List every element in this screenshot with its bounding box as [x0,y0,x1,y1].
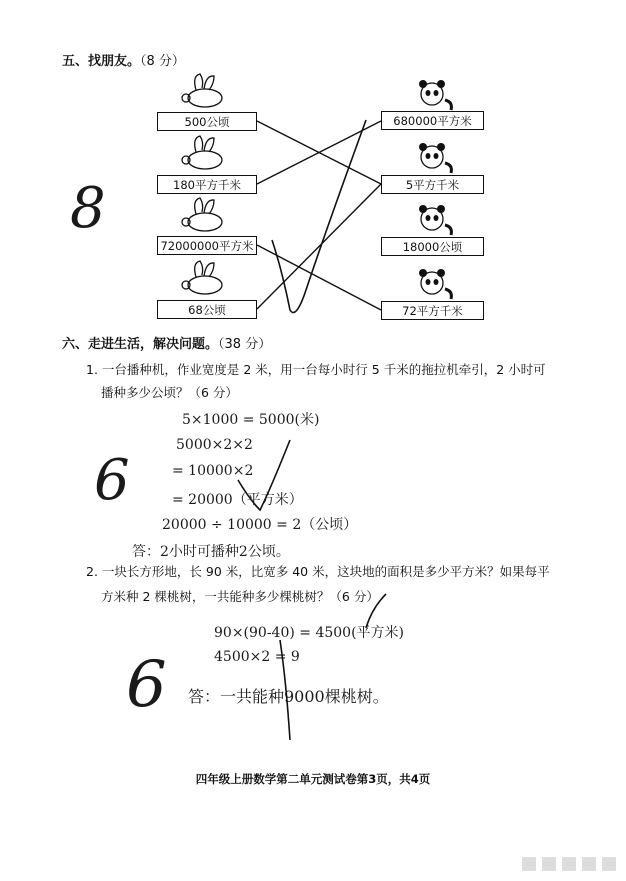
q2-line-1: 2. 一块长方形地，长 90 米，比宽多 40 米，这块地的面积是多少平方米？如果每平 [86,564,550,579]
thumbnail-square [562,857,576,871]
left-box-2-label: 180平方千米 [173,177,241,192]
thumbnail-square [582,857,596,871]
matching-lines [257,121,381,310]
q1-answer: 答：2小时可播种2公顷。 [132,544,290,560]
q1-work-line-2: 5000×2×2 [176,437,253,453]
section-6-score: （38 分） [218,337,272,352]
section-5-title-text: 五、找朋友。 [62,54,141,69]
section-6-title-text: 六、走进生活，解决问题。 [62,337,219,352]
thumbnail-square [542,857,556,871]
score-mark-q2-value: 6 [126,648,167,722]
right-box-1-label: 680000平方米 [393,113,472,128]
rabbit-icon [182,74,222,107]
q1-work-line-1: 5×1000 = 5000(米) [182,412,320,428]
q2-line-2: 方米种 2 棵桃树，一共能种多少棵桃树？（6 分） [101,589,379,604]
left-box-4-label: 68公顷 [188,302,226,317]
check-mark-q2 [366,594,386,628]
panda-icon [419,80,451,110]
right-box-2-label: 5平方千米 [405,177,460,192]
match-line-4 [257,184,381,309]
page-footer: 四年级上册数学第二单元测试卷第3页，共4页 [195,772,431,786]
thumbnail-square [602,857,616,871]
q2-work-line-2: 4500×2 = 9 [214,649,300,665]
check-mark-q1 [238,440,290,510]
thumbnail-square [522,857,536,871]
score-mark-section-5-value: 8 [70,176,106,241]
left-box-1-label: 500公顷 [184,114,230,129]
right-box-4-label: 72平方千米 [402,303,463,318]
q1-work-line-3: = 10000×2 [172,463,254,479]
left-box-3-label: 72000000平方米 [160,238,254,253]
panda-icon [419,143,451,173]
section-5-score: （8 分） [140,54,185,69]
right-box-3-label: 18000公顷 [402,239,463,254]
q2-answer: 答：一共能种9000棵桃树。 [188,687,389,706]
check-mark-section-5 [272,120,366,313]
q2-work-line-1: 90×(90-40) = 4500(平方米) [214,625,405,641]
page-thumbnail-strip [522,857,616,871]
rabbit-icon [182,261,222,294]
panda-icon [419,205,451,235]
match-line-3 [257,245,381,310]
rabbit-icon [182,136,222,169]
q1-work-line-5: 20000 ÷ 10000 = 2（公顷） [162,517,358,533]
q1-line-1: 1. 一台播种机，作业宽度是 2 米，用一台每小时行 5 千米的拖拉机牵引，2 小时可 [86,362,546,377]
panda-icon [419,269,451,299]
rabbit-icon [182,198,222,231]
q1-line-2: 播种多少公顷？（6 分） [101,385,238,400]
q1-work-line-4: = 20000（平方米） [172,492,303,508]
score-mark-q1-value: 6 [94,448,130,513]
check-mark-q2-long [280,640,290,740]
